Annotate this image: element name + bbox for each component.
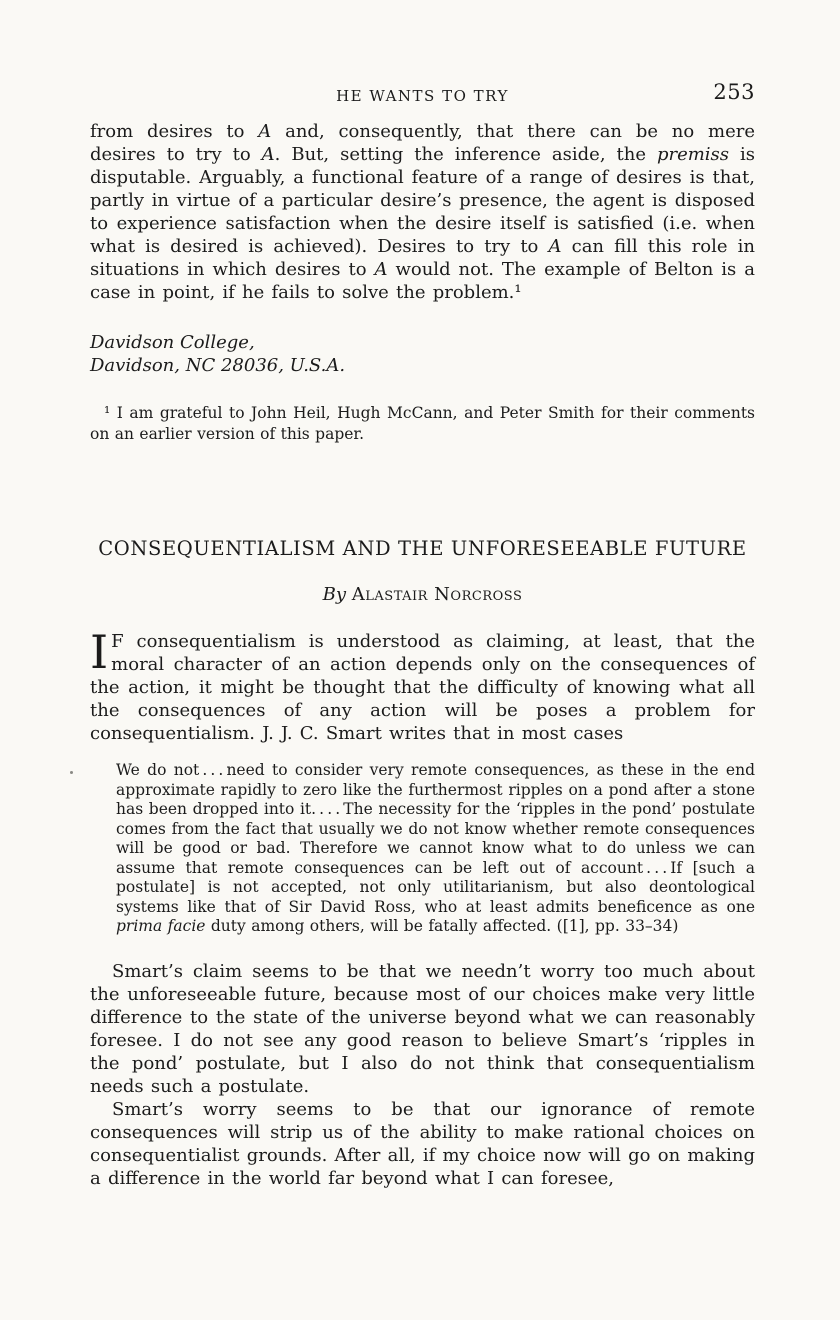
intro-paragraph (90, 625, 755, 745)
affiliation-line-1: Davidson College, (90, 332, 255, 353)
byline (90, 583, 755, 606)
article-title: CONSEQUENTIALISM AND THE UNFORESEEABLE FUTURE (98, 537, 747, 560)
page-number: 253 (713, 80, 755, 104)
footnote: ¹ I am grateful to John Heil, Hugh McCann, and Peter Smith for their comments on an earlier version of this paper. (90, 404, 755, 443)
intro-paragraph-text: F consequentialism is understood as claiming, at least, that the moral character of an action depends only on the consequences of the action, it might be thought that the difficulty of knowing what all the consequences of any action will be poses a problem for consequentialism. J. J. C. Smart writes that in most cases (90, 631, 755, 744)
author-affiliation (90, 331, 755, 377)
scan-artifact-dot (70, 771, 73, 774)
affiliation-line-2: Davidson, NC 28036, U.S.A. (90, 355, 346, 376)
block-quote: We do not . . . need to consider very remote consequences, as these in the end approximate rapidly to zero like the furthermost ripples on a pond after a stone has been dropped into it. . . . The necessity for the ‘ripples in the pond’ postulate comes from the fact that usually we do not know whether remote consequences will be good or bad. Therefore we cannot know what to do unless we can assume that remote consequences can be left out of account . . . If [such a postulate] is not accepted, not only utilitarianism, but also deontological systems like that of Sir David Ross, who at least admits beneficence as one prima facie duty among others, will be fatally affected. ([1], pp. 33–34) (116, 761, 755, 935)
paragraph-smarts-worry: Smart’s worry seems to be that our ignorance of remote consequences will strip us of the ability to make rational choices on consequentialist grounds. After all, if my choice now will go on making a difference in the world far beyond what I can foresee, (90, 1098, 755, 1189)
byline-by: By (322, 584, 347, 605)
author-name: Alastair Norcross (351, 584, 523, 605)
drop-cap: I (90, 625, 109, 679)
paragraph-smarts-claim: Smart’s claim seems to be that we needn’t worry too much about the unforeseeable future, because most of our choices make very little difference to the state of the universe beyond what we can reasonably foresee. I do not see any good reason to believe Smart’s ‘ripples in the pond’ postulate, but I also do not think that consequentialism needs such a postulate. (90, 960, 755, 1097)
running-head (90, 80, 755, 108)
closing-paragraph: from desires to A and, consequently, that there can be no mere desires to try to A. But, setting the inference aside, the premiss is disputable. Arguably, a functional feature of a range of desires is that, partly in virtue of a particular desire’s presence, the agent is disposed to experience satisfaction when the desire itself is satisfied (i.e. when what is desired is achieved). Desires to try to A can fill this role in situations in which desires to A would not. The example of Belton is a case in point, if he fails to solve the problem.¹ (90, 121, 755, 303)
running-head-title: HE WANTS TO TRY (336, 87, 509, 105)
